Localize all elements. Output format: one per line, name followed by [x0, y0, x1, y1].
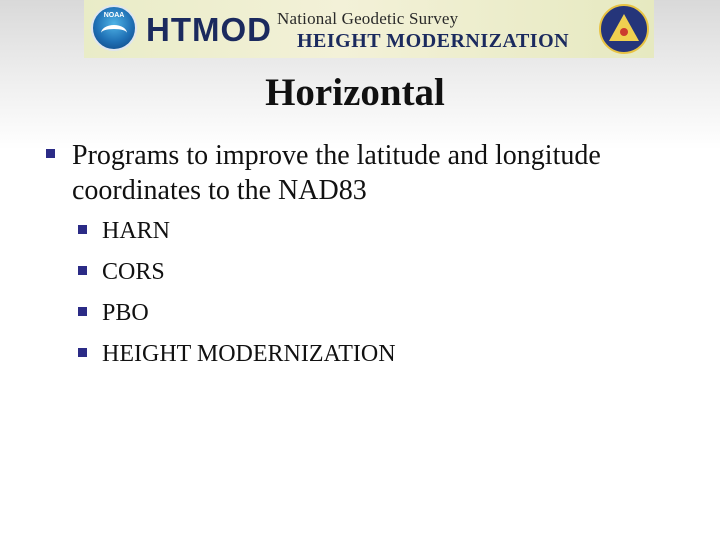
header-banner — [84, 0, 654, 58]
seagull-icon — [101, 25, 127, 41]
square-bullet-icon — [78, 307, 87, 316]
slide-title: Horizontal — [265, 71, 445, 114]
square-bullet-icon — [46, 149, 55, 158]
square-bullet-icon — [78, 225, 87, 234]
program-title: HEIGHT MODERNIZATION — [297, 30, 570, 52]
sub-bullet-text: HARN — [102, 218, 171, 244]
sub-bullet-text: HEIGHT MODERNIZATION — [102, 341, 396, 367]
agency-name: National Geodetic Survey — [277, 9, 459, 28]
seal-dot-icon — [620, 28, 628, 36]
sub-bullet-item — [78, 296, 678, 337]
square-bullet-icon — [78, 266, 87, 275]
sub-bullet-item — [78, 255, 678, 296]
sub-bullet-text: PBO — [102, 300, 149, 326]
ngs-seal-logo — [599, 4, 649, 54]
program-name: HTMOD — [146, 11, 272, 48]
sub-bullet-text: CORS — [102, 259, 165, 285]
noaa-logo — [91, 5, 137, 51]
square-bullet-icon — [78, 348, 87, 357]
noaa-logo-text: NOAA — [103, 12, 125, 19]
sub-bullet-item — [78, 214, 678, 255]
sub-bullet-item — [78, 337, 678, 378]
main-bullet-text: Programs to improve the latitude and longitude coordinates to the NAD83 — [72, 140, 601, 206]
sub-bullet-list — [78, 214, 678, 378]
